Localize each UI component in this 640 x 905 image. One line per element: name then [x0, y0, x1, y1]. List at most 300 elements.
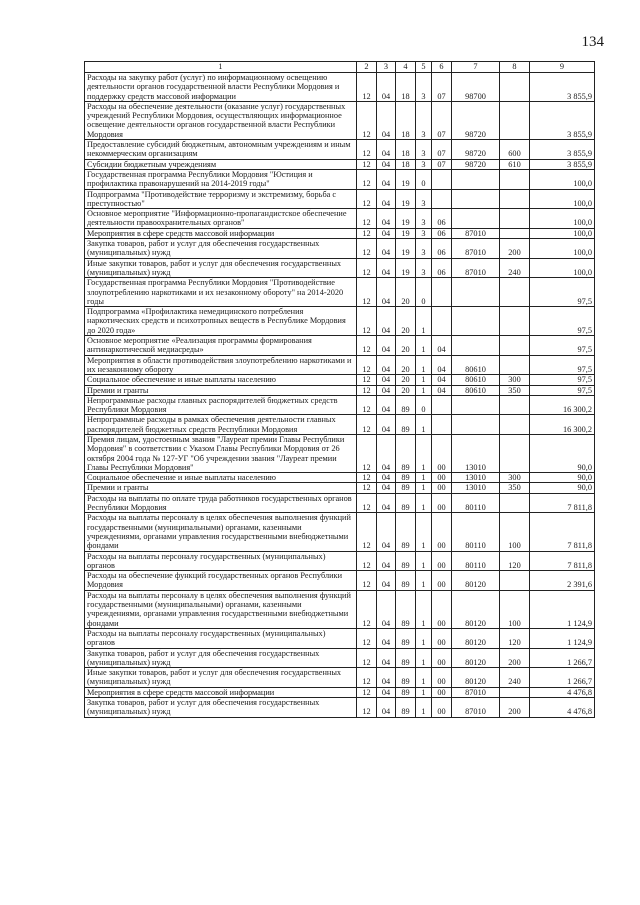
cell-prz: 04 [377, 493, 396, 513]
cell-subprogram: 0 [416, 169, 432, 189]
cell-amount: 97,5 [530, 375, 595, 385]
cell-measure: 04 [432, 375, 452, 385]
cell-subprogram: 1 [416, 590, 432, 628]
cell-direction [452, 189, 500, 209]
cell-direction: 13010 [452, 483, 500, 493]
cell-direction: 98720 [452, 101, 500, 139]
cell-amount: 7 811,8 [530, 493, 595, 513]
cell-program: 89 [396, 648, 416, 668]
cell-program: 20 [396, 385, 416, 395]
cell-prz: 04 [377, 209, 396, 229]
cell-amount: 3 855,9 [530, 140, 595, 160]
cell-rzd: 12 [357, 228, 377, 238]
table-row [85, 434, 595, 472]
cell-row-name: Премии и гранты [85, 385, 357, 395]
cell-direction: 87010 [452, 239, 500, 259]
cell-prz: 04 [377, 336, 396, 356]
cell-measure [432, 415, 452, 435]
cell-amount: 16 300,2 [530, 395, 595, 415]
cell-row-name: Расходы на обеспечение деятельности (оказание услуг) государственных учреждений Республики Мордовия, осуществляющих информационное освещение деятельности органов государственной власти Республики Мордовия [85, 101, 357, 139]
cell-expense-type [500, 73, 530, 102]
cell-program: 20 [396, 375, 416, 385]
cell-amount: 3 855,9 [530, 73, 595, 102]
cell-subprogram: 1 [416, 628, 432, 648]
cell-measure: 07 [432, 101, 452, 139]
cell-subprogram: 1 [416, 355, 432, 375]
cell-direction: 87010 [452, 687, 500, 697]
cell-prz: 04 [377, 169, 396, 189]
cell-expense-type: 200 [500, 239, 530, 259]
table-row [85, 209, 595, 229]
cell-rzd: 12 [357, 169, 377, 189]
cell-row-name: Государственная программа Республики Мордовия "Юстиция и профилактика правонарушений на 2014-2019 годы" [85, 169, 357, 189]
cell-prz: 04 [377, 159, 396, 169]
cell-prz: 04 [377, 375, 396, 385]
cell-amount: 97,5 [530, 385, 595, 395]
cell-rzd: 12 [357, 698, 377, 718]
cell-expense-type [500, 189, 530, 209]
cell-expense-type: 350 [500, 483, 530, 493]
column-header: 3 [377, 62, 396, 73]
cell-amount: 1 124,9 [530, 628, 595, 648]
table-row [85, 385, 595, 395]
cell-prz: 04 [377, 668, 396, 688]
table-row [85, 307, 595, 336]
cell-amount: 97,5 [530, 336, 595, 356]
cell-measure: 07 [432, 73, 452, 102]
cell-subprogram: 1 [416, 571, 432, 591]
cell-measure: 04 [432, 336, 452, 356]
table-row [85, 493, 595, 513]
table-row [85, 687, 595, 697]
table-row [85, 473, 595, 483]
cell-subprogram: 3 [416, 140, 432, 160]
cell-subprogram: 0 [416, 395, 432, 415]
cell-row-name: Подпрограмма «Профилактика немедицинского потребления наркотических средств и психотропных веществ в Республике Мордовия до 2020 года» [85, 307, 357, 336]
cell-amount: 7 811,8 [530, 551, 595, 571]
cell-subprogram: 1 [416, 551, 432, 571]
cell-prz: 04 [377, 473, 396, 483]
cell-prz: 04 [377, 513, 396, 551]
cell-prz: 04 [377, 628, 396, 648]
cell-expense-type: 240 [500, 668, 530, 688]
cell-prz: 04 [377, 687, 396, 697]
cell-amount: 1 266,7 [530, 668, 595, 688]
cell-direction: 13010 [452, 434, 500, 472]
cell-measure: 00 [432, 434, 452, 472]
table-row [85, 159, 595, 169]
cell-direction: 80110 [452, 551, 500, 571]
cell-expense-type: 300 [500, 473, 530, 483]
cell-prz: 04 [377, 228, 396, 238]
cell-subprogram: 1 [416, 434, 432, 472]
cell-amount: 97,5 [530, 355, 595, 375]
cell-subprogram: 3 [416, 159, 432, 169]
cell-measure: 00 [432, 668, 452, 688]
cell-program: 89 [396, 590, 416, 628]
cell-subprogram: 1 [416, 385, 432, 395]
cell-row-name: Расходы на закупку работ (услуг) по информационному освещению деятельности органов государственной власти Республики Мордовия и поддержку средств массовой информации [85, 73, 357, 102]
cell-direction: 80110 [452, 513, 500, 551]
cell-measure: 00 [432, 687, 452, 697]
cell-program: 89 [396, 434, 416, 472]
cell-rzd: 12 [357, 687, 377, 697]
cell-direction: 80120 [452, 571, 500, 591]
cell-program: 19 [396, 169, 416, 189]
cell-prz: 04 [377, 648, 396, 668]
cell-direction [452, 307, 500, 336]
cell-rzd: 12 [357, 385, 377, 395]
cell-rzd: 12 [357, 415, 377, 435]
cell-subprogram: 3 [416, 258, 432, 278]
cell-amount: 100,0 [530, 169, 595, 189]
cell-direction: 80120 [452, 668, 500, 688]
cell-amount: 100,0 [530, 209, 595, 229]
cell-subprogram: 1 [416, 375, 432, 385]
column-header: 6 [432, 62, 452, 73]
table-row [85, 169, 595, 189]
cell-direction [452, 169, 500, 189]
cell-subprogram: 1 [416, 415, 432, 435]
cell-subprogram: 1 [416, 687, 432, 697]
cell-prz: 04 [377, 278, 396, 307]
cell-program: 19 [396, 228, 416, 238]
cell-row-name: Субсидии бюджетным учреждениям [85, 159, 357, 169]
cell-program: 19 [396, 189, 416, 209]
column-header: 7 [452, 62, 500, 73]
cell-rzd: 12 [357, 434, 377, 472]
cell-expense-type [500, 228, 530, 238]
cell-rzd: 12 [357, 355, 377, 375]
cell-row-name: Закупка товаров, работ и услуг для обеспечения государственных (муниципальных) нужд [85, 239, 357, 259]
column-header: 8 [500, 62, 530, 73]
cell-row-name: Премия лицам, удостоенным звания "Лауреат премии Главы Республики Мордовия" в соответствии с Указом Главы Республики Мордовия от 26 октября 2004 года № 127-УГ "Об учреждении звания "Лауреат премии Главы Республики Мордовия" [85, 434, 357, 472]
cell-expense-type [500, 415, 530, 435]
cell-measure: 06 [432, 258, 452, 278]
cell-rzd: 12 [357, 493, 377, 513]
cell-prz: 04 [377, 483, 396, 493]
cell-rzd: 12 [357, 239, 377, 259]
table-row [85, 628, 595, 648]
cell-prz: 04 [377, 551, 396, 571]
table-row [85, 140, 595, 160]
cell-prz: 04 [377, 571, 396, 591]
cell-amount: 3 855,9 [530, 101, 595, 139]
cell-measure: 07 [432, 159, 452, 169]
cell-measure: 06 [432, 209, 452, 229]
cell-row-name: Закупка товаров, работ и услуг для обеспечения государственных (муниципальных) нужд [85, 648, 357, 668]
cell-expense-type: 610 [500, 159, 530, 169]
table-row [85, 483, 595, 493]
cell-prz: 04 [377, 258, 396, 278]
cell-measure: 07 [432, 140, 452, 160]
cell-program: 19 [396, 239, 416, 259]
cell-direction: 87010 [452, 698, 500, 718]
cell-rzd: 12 [357, 590, 377, 628]
cell-direction: 80120 [452, 590, 500, 628]
cell-measure [432, 395, 452, 415]
table-row [85, 395, 595, 415]
cell-rzd: 12 [357, 375, 377, 385]
cell-direction [452, 278, 500, 307]
cell-program: 89 [396, 551, 416, 571]
table-row [85, 571, 595, 591]
budget-table [84, 61, 595, 718]
cell-direction: 98700 [452, 73, 500, 102]
cell-subprogram: 1 [416, 307, 432, 336]
cell-expense-type: 120 [500, 551, 530, 571]
cell-amount: 1 124,9 [530, 590, 595, 628]
cell-row-name: Расходы на обеспечение функций государственных органов Республики Мордовия [85, 571, 357, 591]
cell-direction: 80120 [452, 648, 500, 668]
cell-row-name: Непрограммные расходы в рамках обеспечения деятельности главных распорядителей бюджетных средств Республики Мордовия [85, 415, 357, 435]
cell-rzd: 12 [357, 571, 377, 591]
cell-rzd: 12 [357, 336, 377, 356]
cell-row-name: Закупка товаров, работ и услуг для обеспечения государственных (муниципальных) нужд [85, 698, 357, 718]
cell-measure: 00 [432, 590, 452, 628]
cell-subprogram: 1 [416, 336, 432, 356]
cell-expense-type: 100 [500, 590, 530, 628]
cell-rzd: 12 [357, 513, 377, 551]
column-header: 4 [396, 62, 416, 73]
cell-expense-type: 120 [500, 628, 530, 648]
cell-program: 89 [396, 571, 416, 591]
cell-prz: 04 [377, 307, 396, 336]
cell-program: 19 [396, 258, 416, 278]
cell-amount: 3 855,9 [530, 159, 595, 169]
cell-rzd: 12 [357, 101, 377, 139]
cell-expense-type [500, 493, 530, 513]
cell-subprogram: 1 [416, 493, 432, 513]
cell-expense-type [500, 336, 530, 356]
cell-measure: 00 [432, 483, 452, 493]
cell-row-name: Социальное обеспечение и иные выплаты населению [85, 375, 357, 385]
table-row [85, 355, 595, 375]
cell-rzd: 12 [357, 140, 377, 160]
cell-direction [452, 415, 500, 435]
header-row [85, 62, 595, 73]
cell-measure: 00 [432, 648, 452, 668]
cell-expense-type [500, 395, 530, 415]
cell-subprogram: 1 [416, 483, 432, 493]
cell-program: 18 [396, 73, 416, 102]
cell-expense-type: 200 [500, 698, 530, 718]
cell-expense-type [500, 571, 530, 591]
cell-measure: 00 [432, 698, 452, 718]
cell-program: 20 [396, 336, 416, 356]
cell-rzd: 12 [357, 668, 377, 688]
cell-program: 18 [396, 159, 416, 169]
table-body [85, 73, 595, 718]
table-row [85, 239, 595, 259]
cell-subprogram: 1 [416, 648, 432, 668]
cell-program: 89 [396, 687, 416, 697]
table-row [85, 228, 595, 238]
cell-prz: 04 [377, 101, 396, 139]
cell-measure: 04 [432, 355, 452, 375]
cell-prz: 04 [377, 395, 396, 415]
cell-row-name: Предоставление субсидий бюджетным, автономным учреждениям и иным некоммерческим организациям [85, 140, 357, 160]
cell-subprogram: 1 [416, 698, 432, 718]
cell-measure: 00 [432, 473, 452, 483]
cell-direction: 80120 [452, 628, 500, 648]
cell-rzd: 12 [357, 551, 377, 571]
cell-measure [432, 169, 452, 189]
cell-subprogram: 3 [416, 73, 432, 102]
cell-rzd: 12 [357, 307, 377, 336]
cell-program: 19 [396, 209, 416, 229]
cell-row-name: Основное мероприятие «Реализация программы формирования антинаркотической медиасреды» [85, 336, 357, 356]
cell-amount: 4 476,8 [530, 698, 595, 718]
cell-measure: 00 [432, 628, 452, 648]
cell-row-name: Непрограммные расходы главных распорядителей бюджетных средств Республики Мордовия [85, 395, 357, 415]
cell-subprogram: 1 [416, 473, 432, 483]
cell-amount: 100,0 [530, 239, 595, 259]
table-row [85, 668, 595, 688]
cell-direction: 80110 [452, 493, 500, 513]
cell-row-name: Государственная программа Республики Мордовия "Противодействие злоупотреблению наркотиками и их незаконному обороту" на 2014-2020 годы [85, 278, 357, 307]
cell-expense-type [500, 687, 530, 697]
cell-direction: 87010 [452, 228, 500, 238]
cell-expense-type: 100 [500, 513, 530, 551]
cell-direction [452, 395, 500, 415]
cell-row-name: Основное мероприятие "Информационно-пропагандистское обеспечение деятельности правоохранительных органов" [85, 209, 357, 229]
cell-row-name: Расходы на выплаты персоналу государственных (муниципальных) органов [85, 551, 357, 571]
cell-expense-type: 600 [500, 140, 530, 160]
column-header: 9 [530, 62, 595, 73]
cell-expense-type: 240 [500, 258, 530, 278]
cell-amount: 100,0 [530, 258, 595, 278]
cell-direction: 98720 [452, 159, 500, 169]
cell-rzd: 12 [357, 278, 377, 307]
cell-rzd: 12 [357, 628, 377, 648]
cell-direction [452, 336, 500, 356]
cell-subprogram: 3 [416, 228, 432, 238]
cell-row-name: Расходы на выплаты персоналу в целях обеспечения выполнения функций государственными (муниципальными) органами, казенными учреждениями, органами управления государственными внебюджетными фондами [85, 590, 357, 628]
cell-subprogram: 1 [416, 668, 432, 688]
cell-direction: 87010 [452, 258, 500, 278]
cell-direction: 13010 [452, 473, 500, 483]
cell-prz: 04 [377, 590, 396, 628]
table-row [85, 101, 595, 139]
cell-program: 20 [396, 355, 416, 375]
table-row [85, 278, 595, 307]
cell-amount: 4 476,8 [530, 687, 595, 697]
cell-expense-type: 200 [500, 648, 530, 668]
table-row [85, 415, 595, 435]
cell-prz: 04 [377, 73, 396, 102]
cell-expense-type: 300 [500, 375, 530, 385]
cell-amount: 2 391,6 [530, 571, 595, 591]
cell-row-name: Иные закупки товаров, работ и услуг для обеспечения государственных (муниципальных) нужд [85, 668, 357, 688]
cell-expense-type [500, 355, 530, 375]
cell-measure: 04 [432, 385, 452, 395]
cell-amount: 97,5 [530, 278, 595, 307]
cell-measure: 06 [432, 228, 452, 238]
cell-program: 89 [396, 513, 416, 551]
cell-program: 89 [396, 473, 416, 483]
cell-measure [432, 307, 452, 336]
table-row [85, 698, 595, 718]
cell-rzd: 12 [357, 483, 377, 493]
cell-subprogram: 1 [416, 513, 432, 551]
table-row [85, 590, 595, 628]
cell-direction: 98720 [452, 140, 500, 160]
cell-row-name: Социальное обеспечение и иные выплаты населению [85, 473, 357, 483]
cell-prz: 04 [377, 189, 396, 209]
cell-amount: 90,0 [530, 483, 595, 493]
cell-program: 89 [396, 493, 416, 513]
cell-program: 20 [396, 307, 416, 336]
cell-measure: 00 [432, 571, 452, 591]
cell-prz: 04 [377, 355, 396, 375]
table-row [85, 73, 595, 102]
cell-amount: 97,5 [530, 307, 595, 336]
cell-amount: 90,0 [530, 434, 595, 472]
cell-prz: 04 [377, 698, 396, 718]
cell-row-name: Расходы на выплаты персоналу в целях обеспечения выполнения функций государственными (муниципальными) органами, казенными учреждениями, органами управления государственными внебюджетными фондами [85, 513, 357, 551]
cell-expense-type [500, 434, 530, 472]
column-header: 2 [357, 62, 377, 73]
cell-rzd: 12 [357, 73, 377, 102]
cell-program: 89 [396, 483, 416, 493]
cell-rzd: 12 [357, 159, 377, 169]
cell-measure: 00 [432, 493, 452, 513]
cell-expense-type [500, 101, 530, 139]
cell-row-name: Мероприятия в области противодействия злоупотреблению наркотиками и их незаконному обороту [85, 355, 357, 375]
cell-program: 18 [396, 101, 416, 139]
cell-expense-type [500, 278, 530, 307]
table-row [85, 513, 595, 551]
cell-amount: 90,0 [530, 473, 595, 483]
cell-subprogram: 3 [416, 101, 432, 139]
table-row [85, 551, 595, 571]
cell-program: 89 [396, 415, 416, 435]
cell-program: 89 [396, 395, 416, 415]
cell-program: 89 [396, 668, 416, 688]
cell-amount: 1 266,7 [530, 648, 595, 668]
cell-expense-type [500, 307, 530, 336]
cell-program: 89 [396, 628, 416, 648]
cell-row-name: Подпрограмма "Противодействие терроризму и экстремизму, борьба с преступностью" [85, 189, 357, 209]
cell-amount: 7 811,8 [530, 513, 595, 551]
column-header: 1 [85, 62, 357, 73]
cell-direction: 80610 [452, 355, 500, 375]
cell-direction: 80610 [452, 375, 500, 385]
column-header: 5 [416, 62, 432, 73]
cell-subprogram: 3 [416, 189, 432, 209]
cell-row-name: Расходы на выплаты персоналу государственных (муниципальных) органов [85, 628, 357, 648]
table-row [85, 258, 595, 278]
table-row [85, 648, 595, 668]
cell-rzd: 12 [357, 648, 377, 668]
cell-prz: 04 [377, 415, 396, 435]
page-number: 134 [581, 34, 604, 50]
cell-rzd: 12 [357, 395, 377, 415]
cell-subprogram: 3 [416, 209, 432, 229]
table-row [85, 375, 595, 385]
cell-prz: 04 [377, 434, 396, 472]
cell-row-name: Иные закупки товаров, работ и услуг для обеспечения государственных (муниципальных) нужд [85, 258, 357, 278]
cell-expense-type: 350 [500, 385, 530, 395]
cell-prz: 04 [377, 385, 396, 395]
cell-rzd: 12 [357, 473, 377, 483]
cell-measure: 00 [432, 513, 452, 551]
cell-measure: 06 [432, 239, 452, 259]
cell-prz: 04 [377, 239, 396, 259]
cell-measure: 00 [432, 551, 452, 571]
cell-subprogram: 0 [416, 278, 432, 307]
